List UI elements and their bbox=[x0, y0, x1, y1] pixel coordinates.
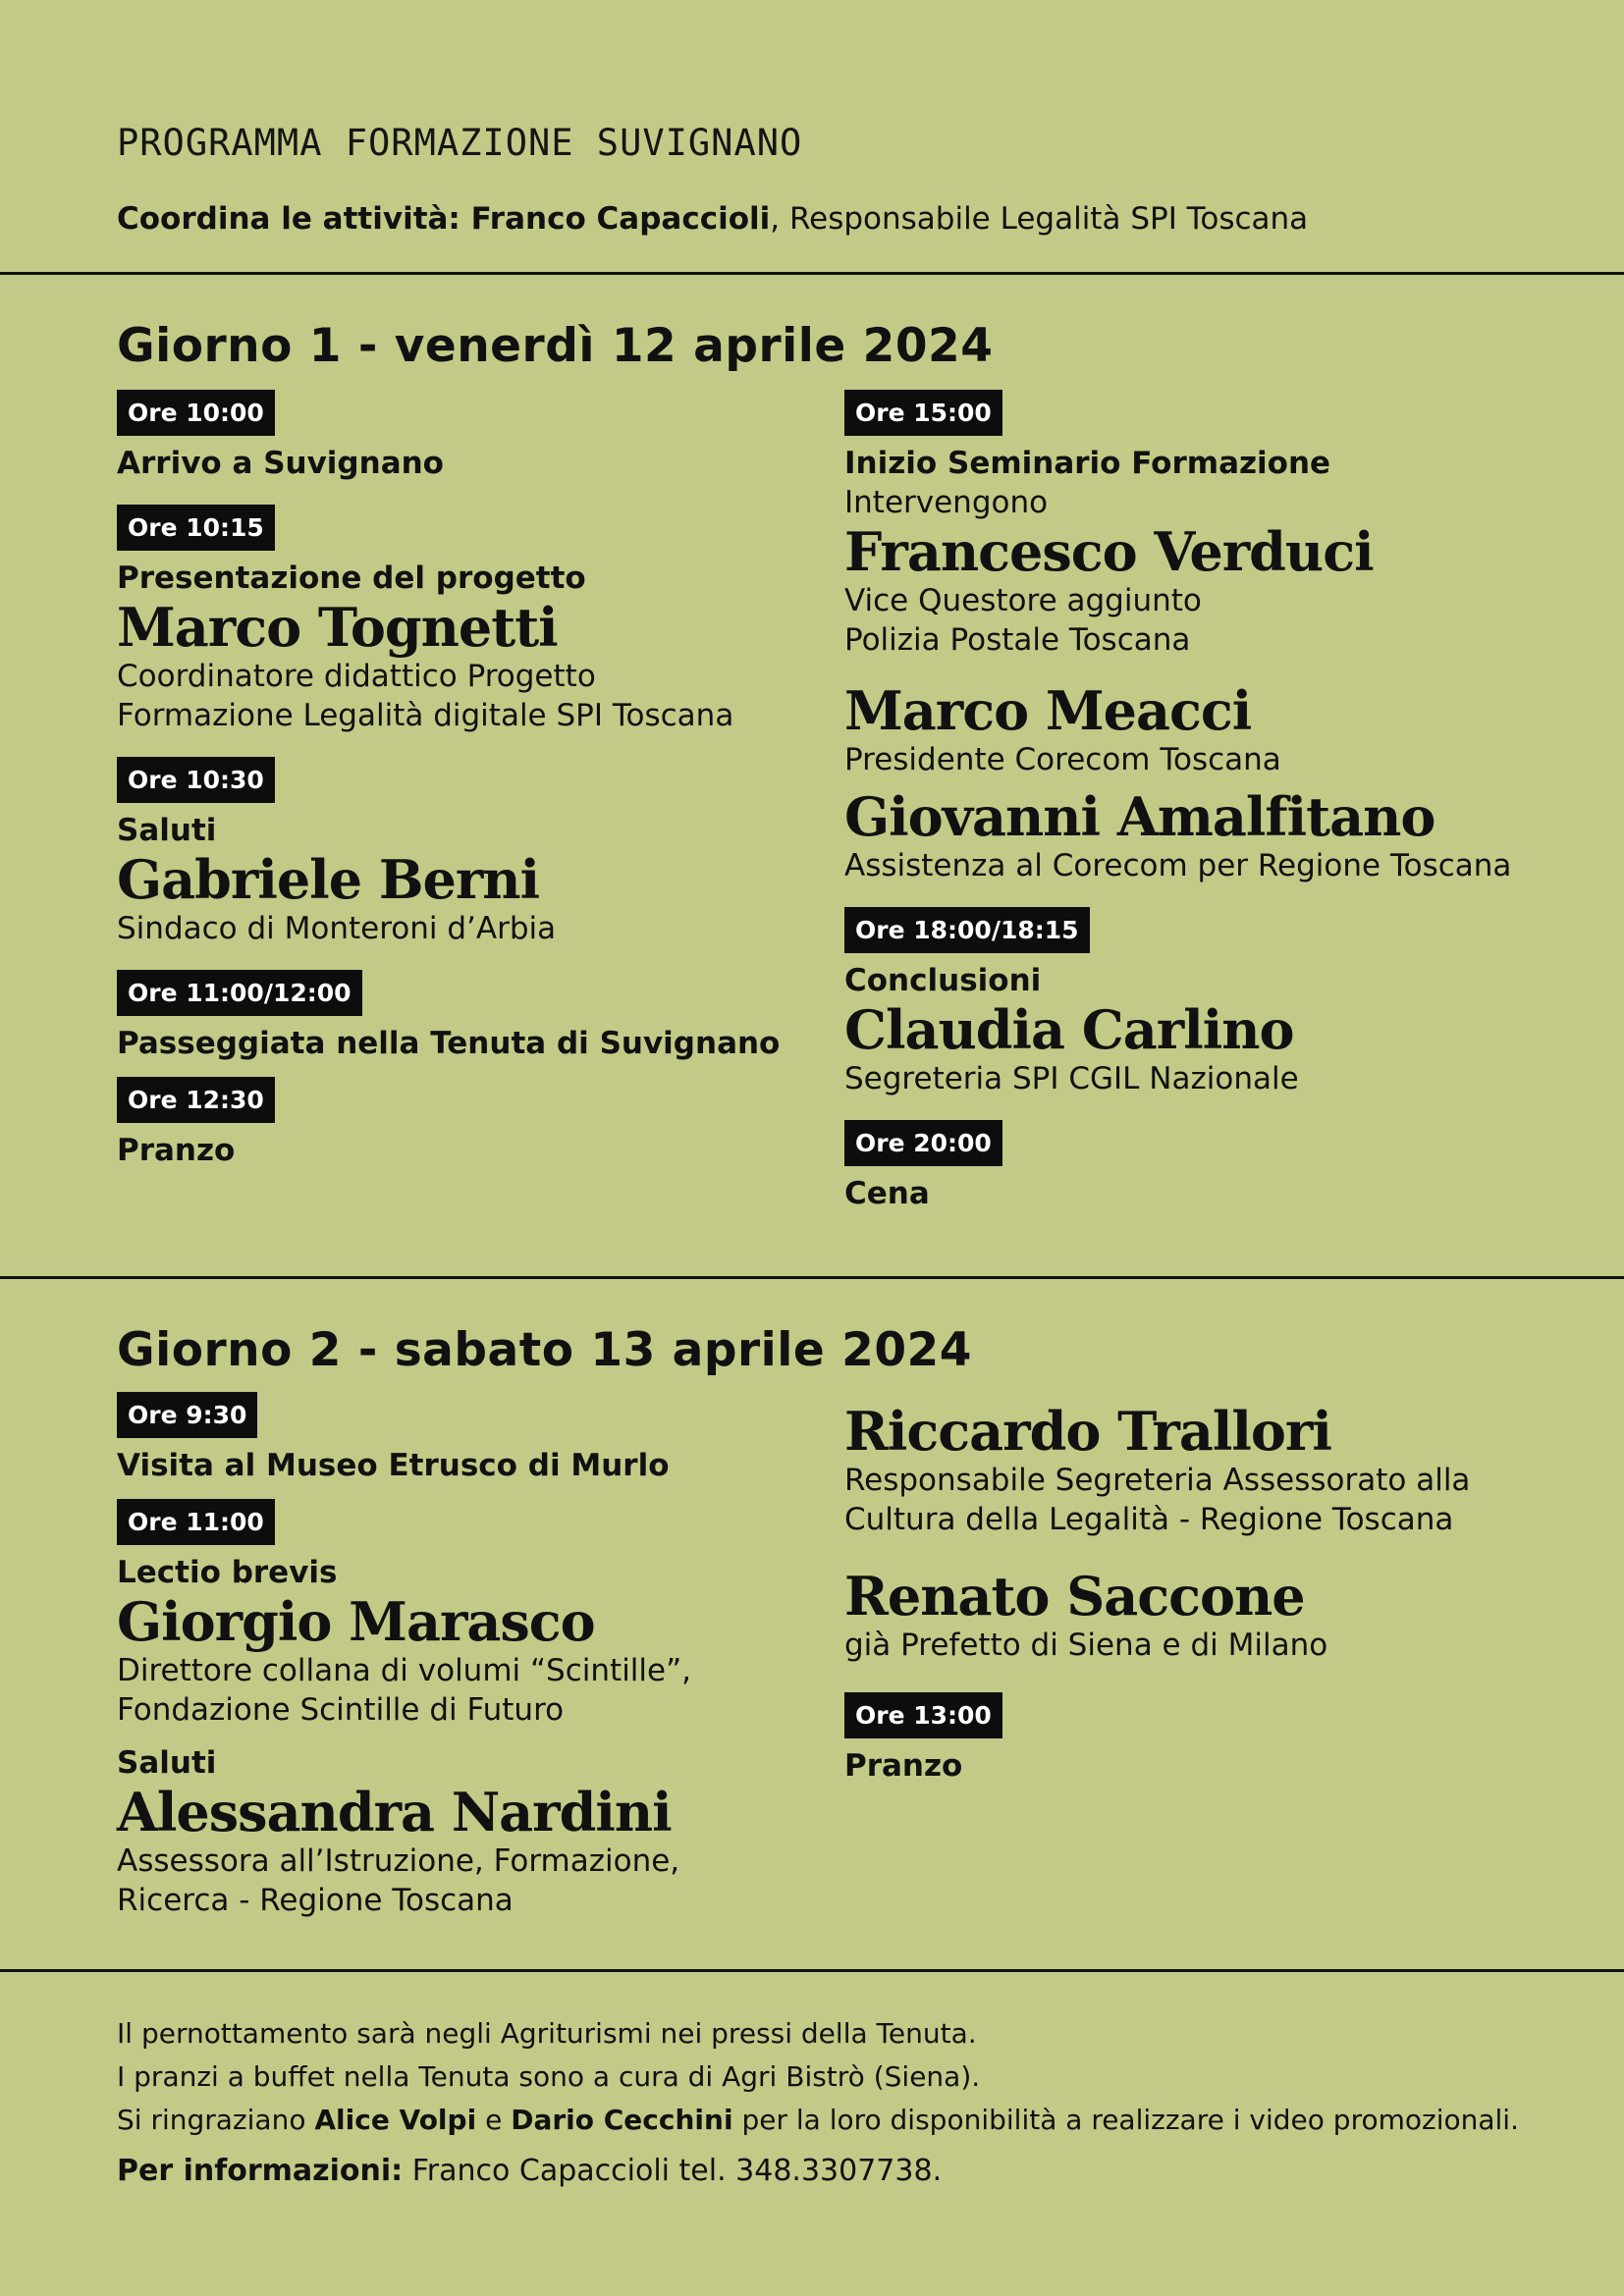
speaker-name: Giorgio Marasco bbox=[117, 1590, 595, 1653]
document-title: PROGRAMMA FORMAZIONE SUVIGNANO bbox=[117, 122, 803, 164]
event-label: Cena bbox=[844, 1176, 930, 1211]
speaker-role: già Prefetto di Siena e di Milano bbox=[844, 1628, 1328, 1663]
speaker-role: Responsabile Segreteria Assessorato alla bbox=[844, 1463, 1471, 1498]
speaker-block bbox=[844, 1402, 1610, 1539]
contact-label: Per informazioni: bbox=[117, 2154, 404, 2188]
event-label: Passeggiata nella Tenuta di Suvignano bbox=[117, 1026, 781, 1061]
speaker-role: Vice Questore aggiunto bbox=[844, 583, 1202, 618]
event-label: Lectio brevis bbox=[117, 1555, 338, 1590]
event-block bbox=[117, 1743, 883, 1920]
divider bbox=[0, 272, 1624, 275]
event-label: Visita al Museo Etrusco di Murlo bbox=[117, 1448, 670, 1483]
speaker-role: Sindaco di Monteroni d’Arbia bbox=[117, 911, 557, 946]
speaker-role: Direttore collana di volumi “Scintille”, bbox=[117, 1653, 692, 1688]
time-badge: Ore 20:00 bbox=[844, 1120, 1002, 1166]
footer-line: I pranzi a buffet nella Tenuta sono a cura di Agri Bistrò (Siena). bbox=[117, 2060, 981, 2093]
speaker-name: Gabriele Berni bbox=[117, 848, 540, 911]
divider bbox=[0, 1969, 1624, 1972]
speaker-role: Formazione Legalità digitale SPI Toscana bbox=[117, 698, 734, 733]
coordinator-role: , Responsabile Legalità SPI Toscana bbox=[770, 201, 1309, 237]
speaker-name: Riccardo Trallori bbox=[844, 1400, 1331, 1463]
footer-line bbox=[117, 2099, 1519, 2142]
time-badge: Ore 10:15 bbox=[117, 505, 275, 551]
event-block bbox=[844, 390, 1610, 522]
coordinator-label: Coordina le attività: Franco Capaccioli bbox=[117, 201, 771, 237]
event-sublabel: Intervengono bbox=[844, 485, 1049, 520]
footer-highlight: Alice Volpi bbox=[314, 2104, 477, 2136]
speaker-role: Coordinatore didattico Progetto bbox=[117, 659, 596, 694]
time-badge: Ore 18:00/18:15 bbox=[844, 907, 1090, 953]
time-badge: Ore 13:00 bbox=[844, 1692, 1002, 1738]
footer-highlight: Dario Cecchini bbox=[511, 2104, 733, 2136]
time-badge: Ore 15:00 bbox=[844, 390, 1002, 436]
speaker-name: Renato Saccone bbox=[844, 1565, 1305, 1628]
coordinator-line bbox=[117, 201, 1308, 237]
event-label: Pranzo bbox=[844, 1748, 963, 1784]
event-block bbox=[117, 970, 883, 1063]
event-label: Inizio Seminario Formazione bbox=[844, 446, 1331, 481]
speaker-name: Giovanni Amalfitano bbox=[844, 785, 1435, 848]
event-label: Pranzo bbox=[117, 1133, 236, 1168]
speaker-name: Claudia Carlino bbox=[844, 998, 1294, 1061]
footer-text: per la loro disponibilità a realizzare i video promozionali. bbox=[732, 2104, 1519, 2136]
footer-notes bbox=[117, 2012, 1519, 2193]
speaker-role: Polizia Postale Toscana bbox=[844, 622, 1191, 658]
speaker-role: Assistenza al Corecom per Regione Toscana bbox=[844, 848, 1512, 883]
day2-left-column bbox=[117, 1392, 883, 1920]
contact-text: Franco Capaccioli tel. 348.3307738. bbox=[403, 2154, 943, 2188]
event-block bbox=[117, 1499, 883, 1730]
event-block bbox=[117, 505, 883, 735]
speaker-role: Ricerca - Regione Toscana bbox=[117, 1883, 514, 1918]
day1-left-column bbox=[117, 390, 883, 1170]
event-label: Arrivo a Suvignano bbox=[117, 446, 444, 481]
day2-right-column bbox=[844, 1402, 1610, 1786]
time-badge: Ore 9:30 bbox=[117, 1392, 257, 1438]
time-badge: Ore 10:30 bbox=[117, 757, 275, 803]
day2-title: Giorno 2 - sabato 13 aprile 2024 bbox=[117, 1323, 972, 1377]
speaker-block bbox=[844, 681, 1610, 779]
speaker-role: Cultura della Legalità - Regione Toscana bbox=[844, 1502, 1454, 1537]
day1-right-column bbox=[844, 390, 1610, 1213]
speaker-block bbox=[844, 522, 1610, 660]
event-label: Saluti bbox=[117, 813, 217, 848]
day1-title: Giorno 1 - venerdì 12 aprile 2024 bbox=[117, 319, 994, 373]
speaker-name: Alessandra Nardini bbox=[117, 1781, 672, 1843]
speaker-role: Segreteria SPI CGIL Nazionale bbox=[844, 1061, 1299, 1096]
time-badge: Ore 12:30 bbox=[117, 1077, 275, 1123]
speaker-name: Marco Tognetti bbox=[117, 596, 558, 659]
event-label: Saluti bbox=[117, 1745, 217, 1781]
divider bbox=[0, 1276, 1624, 1279]
event-block bbox=[117, 1392, 883, 1485]
time-badge: Ore 11:00 bbox=[117, 1499, 275, 1545]
event-label: Presentazione del progetto bbox=[117, 561, 586, 596]
event-block bbox=[844, 1692, 1610, 1786]
speaker-name: Marco Meacci bbox=[844, 679, 1252, 742]
event-block bbox=[844, 1120, 1610, 1213]
time-badge: Ore 10:00 bbox=[117, 390, 275, 436]
contact-info bbox=[117, 2150, 1519, 2193]
footer-text: Si ringraziano bbox=[117, 2104, 315, 2136]
event-block bbox=[117, 757, 883, 948]
event-block bbox=[117, 390, 883, 483]
time-badge: Ore 11:00/12:00 bbox=[117, 970, 362, 1016]
speaker-role: Fondazione Scintille di Futuro bbox=[117, 1692, 565, 1728]
event-block bbox=[117, 1077, 883, 1170]
event-label: Conclusioni bbox=[844, 963, 1042, 998]
speaker-block bbox=[844, 787, 1610, 885]
speaker-role: Assessora all’Istruzione, Formazione, bbox=[117, 1843, 680, 1879]
footer-line: Il pernottamento sarà negli Agriturismi nei pressi della Tenuta. bbox=[117, 2017, 977, 2050]
speaker-role: Presidente Corecom Toscana bbox=[844, 742, 1281, 777]
event-block bbox=[844, 907, 1610, 1098]
speaker-block bbox=[844, 1567, 1610, 1665]
speaker-name: Francesco Verduci bbox=[844, 520, 1374, 583]
footer-text: e bbox=[476, 2104, 512, 2136]
